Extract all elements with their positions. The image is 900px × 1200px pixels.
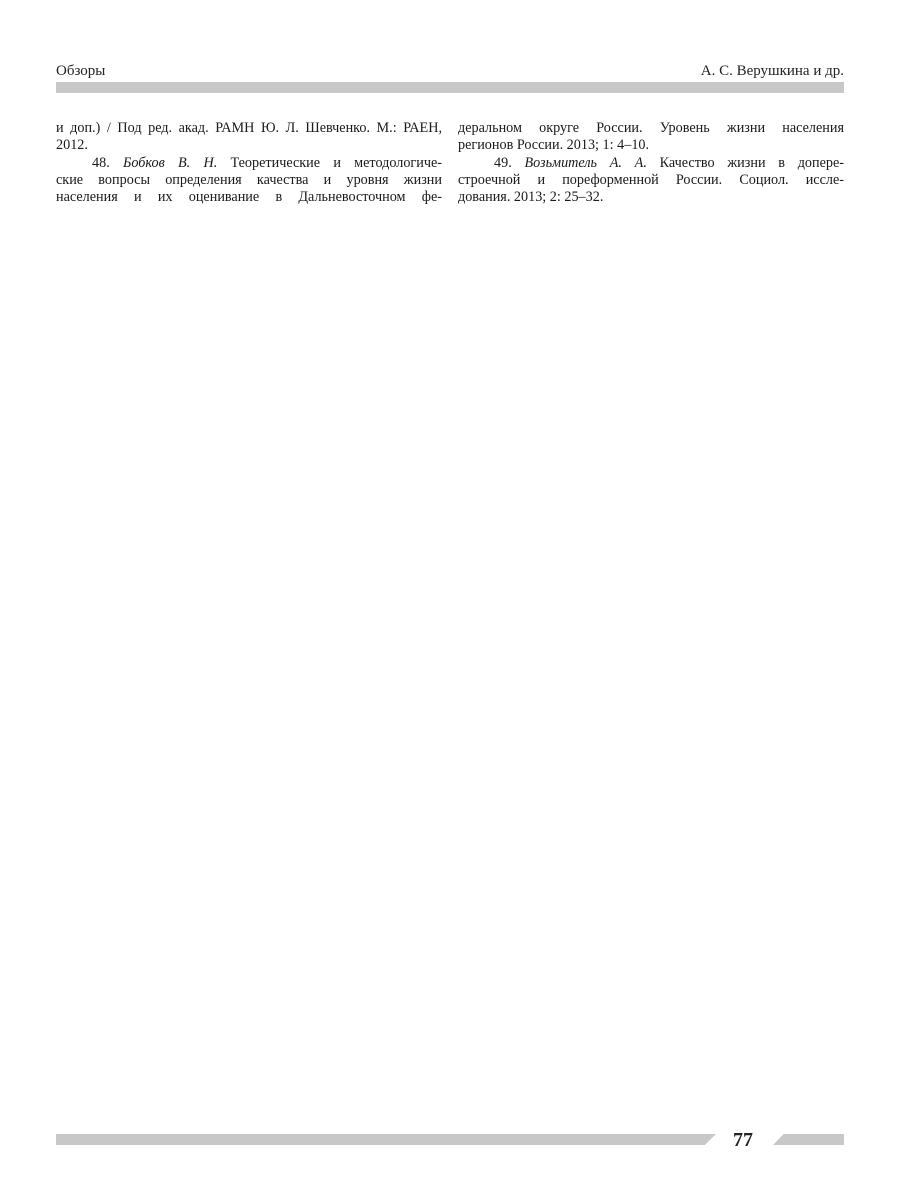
reference-number: 48. <box>92 154 110 171</box>
reference-authors: Возьмитель А. А. <box>524 154 647 171</box>
reference-number: 49. <box>494 154 512 171</box>
reference-line: дования. 2013; 2: 25–32. <box>458 189 604 206</box>
references-column-left <box>56 120 442 206</box>
reference-continuation-line: регионов России. 2013; 1: 4–10. <box>458 137 650 154</box>
footer-rule-left <box>56 1134 716 1145</box>
reference-continuation-line: 2012. <box>56 137 88 154</box>
section-title: Обзоры <box>56 63 106 79</box>
page-number: 77 <box>733 1129 753 1151</box>
reference-authors: Бобков В. Н. <box>122 154 218 171</box>
reference-line <box>56 155 442 172</box>
references-column-right <box>458 120 844 206</box>
running-authors: А. С. Верушкина и др. <box>700 63 844 79</box>
reference-line: ские вопросы определения качества и уровня жизни <box>56 171 442 188</box>
reference-text: Теоретические и методологиче- <box>230 154 442 171</box>
header-rule <box>56 82 844 93</box>
reference-continuation-line: деральном округе России. Уровень жизни населения <box>458 120 844 136</box>
reference-line: строечной и пореформенной России. Социол. иссле- <box>458 171 844 188</box>
reference-line: населения и их оценивание в Дальневосточном фе- <box>56 189 442 206</box>
footer-rule-right <box>773 1134 844 1145</box>
reference-text: Качество жизни в допере- <box>659 154 845 171</box>
reference-item-48 <box>56 155 442 207</box>
reference-line <box>458 155 844 172</box>
reference-continuation-line: и доп.) / Под ред. акад. РАМН Ю. Л. Шевченко. М.: РАЕН, <box>56 120 442 136</box>
reference-item-49 <box>458 155 844 207</box>
